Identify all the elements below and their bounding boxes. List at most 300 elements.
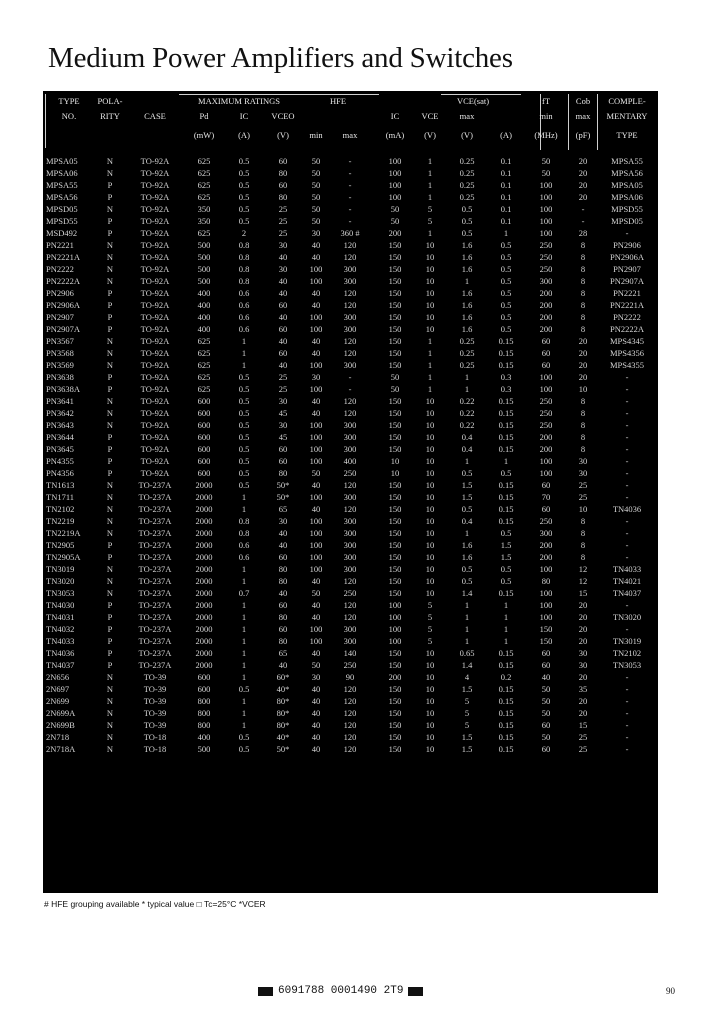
cell-type: 2N697 bbox=[46, 684, 70, 694]
cell-pd: 2000 bbox=[195, 588, 213, 598]
cell-comp: TN4036 bbox=[612, 504, 642, 514]
hdr-ft: fT bbox=[541, 96, 551, 106]
cell-hfe-ic: 150 bbox=[388, 552, 402, 562]
cell-ic: 1 bbox=[241, 720, 247, 730]
cell-polarity: N bbox=[106, 732, 114, 742]
cell-vceo: 40 bbox=[278, 312, 288, 322]
cell-hfe-ic: 150 bbox=[388, 432, 402, 442]
cell-ft: 100 bbox=[539, 180, 553, 190]
cell-case: TO-237A bbox=[138, 624, 172, 634]
cell-hfe-ic: 150 bbox=[388, 660, 402, 670]
cell-type: 2N699 bbox=[46, 696, 70, 706]
cell-hfe-max: 400 bbox=[343, 456, 357, 466]
cell-hfe-vce: 10 bbox=[425, 264, 435, 274]
cell-case: TO-237A bbox=[138, 516, 172, 526]
cell-vceo: 50* bbox=[276, 480, 290, 490]
cell-hfe-ic: 150 bbox=[388, 684, 402, 694]
cell-hfe-max: 250 bbox=[343, 468, 357, 478]
cell-case: TO-92A bbox=[140, 360, 170, 370]
table-row bbox=[43, 371, 658, 383]
cell-vceo: 80 bbox=[278, 636, 288, 646]
cell-vcesat-max: 1.5 bbox=[461, 492, 473, 502]
cell-vcesat-max: 0.25 bbox=[459, 348, 475, 358]
cell-pd: 500 bbox=[197, 264, 211, 274]
cell-hfe-vce: 1 bbox=[427, 228, 433, 238]
cell-hfe-ic: 150 bbox=[388, 564, 402, 574]
cell-comp: - bbox=[625, 684, 629, 694]
cell-hfe-ic: 150 bbox=[388, 720, 402, 730]
cell-vceo: 60 bbox=[278, 300, 288, 310]
cell-hfe-min: 40 bbox=[311, 504, 321, 514]
cell-type: TN4036 bbox=[46, 648, 75, 658]
cell-vcesat-a: 0.5 bbox=[500, 576, 512, 586]
cell-vceo: 30 bbox=[278, 240, 288, 250]
header-rule-left bbox=[45, 94, 46, 148]
cell-vcesat-a: 0.15 bbox=[498, 708, 514, 718]
cell-type: TN4037 bbox=[46, 660, 75, 670]
cell-type: TN1613 bbox=[46, 480, 75, 490]
cell-ic: 0.8 bbox=[238, 276, 250, 286]
cell-vcesat-a: 0.5 bbox=[500, 312, 512, 322]
cell-ic: 1 bbox=[241, 360, 247, 370]
cell-polarity: P bbox=[107, 624, 113, 634]
cell-comp: - bbox=[625, 732, 629, 742]
cell-hfe-ic: 150 bbox=[388, 360, 402, 370]
cell-vceo: 65 bbox=[278, 504, 288, 514]
cell-ic: 0.5 bbox=[238, 468, 250, 478]
cell-cob: 8 bbox=[580, 300, 586, 310]
cell-vcesat-max: 1 bbox=[464, 612, 470, 622]
cell-hfe-vce: 10 bbox=[425, 396, 435, 406]
cell-hfe-min: 100 bbox=[309, 636, 323, 646]
cell-cob: 25 bbox=[578, 744, 588, 754]
cell-type: MPSD55 bbox=[46, 216, 78, 226]
cell-vceo: 80 bbox=[278, 192, 288, 202]
cell-hfe-ic: 200 bbox=[388, 228, 402, 238]
cell-vceo: 40 bbox=[278, 660, 288, 670]
cell-vcesat-max: 4 bbox=[464, 672, 470, 682]
cell-comp: PN2222 bbox=[613, 312, 641, 322]
cell-vcesat-a: 0.15 bbox=[498, 696, 514, 706]
table-row bbox=[43, 191, 658, 203]
cell-case: TO-92A bbox=[140, 456, 170, 466]
cell-pd: 625 bbox=[197, 360, 211, 370]
cell-hfe-vce: 10 bbox=[425, 708, 435, 718]
cell-hfe-ic: 150 bbox=[388, 528, 402, 538]
table-row bbox=[43, 443, 658, 455]
hdr-hfe-max: max bbox=[342, 130, 358, 140]
cell-hfe-ic: 50 bbox=[390, 372, 400, 382]
table-row bbox=[43, 155, 658, 167]
cell-pd: 400 bbox=[197, 324, 211, 334]
cell-type: PN3642 bbox=[46, 408, 74, 418]
cell-comp: TN3020 bbox=[612, 612, 642, 622]
cell-hfe-max: 120 bbox=[343, 600, 357, 610]
cell-hfe-max: 120 bbox=[343, 252, 357, 262]
cell-ft: 200 bbox=[539, 552, 553, 562]
cell-pd: 2000 bbox=[195, 540, 213, 550]
cell-vceo: 80 bbox=[278, 612, 288, 622]
cell-vcesat-max: 1 bbox=[464, 456, 470, 466]
cell-vceo: 65 bbox=[278, 648, 288, 658]
cell-ic: 0.6 bbox=[238, 324, 250, 334]
cell-comp: TN2102 bbox=[612, 648, 642, 658]
cell-vcesat-a: 0.15 bbox=[498, 588, 514, 598]
table-row bbox=[43, 575, 658, 587]
row-group bbox=[43, 395, 658, 455]
cell-polarity: N bbox=[106, 480, 114, 490]
cell-ic: 0.6 bbox=[238, 288, 250, 298]
cell-comp: PN2906A bbox=[609, 252, 645, 262]
cell-type: TN3020 bbox=[46, 576, 75, 586]
cell-vcesat-max: 0.5 bbox=[461, 204, 473, 214]
cell-vcesat-max: 0.25 bbox=[459, 168, 475, 178]
cell-pd: 600 bbox=[197, 684, 211, 694]
cell-type: PN3567 bbox=[46, 336, 74, 346]
cell-ft: 60 bbox=[541, 336, 551, 346]
cell-vceo: 60 bbox=[278, 600, 288, 610]
cell-hfe-vce: 10 bbox=[425, 492, 435, 502]
cell-hfe-ic: 10 bbox=[390, 468, 400, 478]
cell-vcesat-a: 0.1 bbox=[500, 180, 512, 190]
cell-pd: 625 bbox=[197, 156, 211, 166]
cell-hfe-ic: 150 bbox=[388, 348, 402, 358]
cell-type: TN2102 bbox=[46, 504, 75, 514]
cell-ft: 250 bbox=[539, 516, 553, 526]
table-header bbox=[43, 91, 658, 151]
cell-ic: 0.8 bbox=[238, 516, 250, 526]
cell-vcesat-max: 0.25 bbox=[459, 360, 475, 370]
cell-cob: 12 bbox=[578, 576, 588, 586]
cell-vcesat-max: 1 bbox=[464, 276, 470, 286]
cell-vcesat-a: 1 bbox=[503, 636, 509, 646]
cell-ft: 60 bbox=[541, 348, 551, 358]
cell-hfe-max: 300 bbox=[343, 264, 357, 274]
cell-hfe-max: 250 bbox=[343, 660, 357, 670]
cell-comp: - bbox=[625, 372, 629, 382]
cell-vcesat-a: 0.15 bbox=[498, 720, 514, 730]
cell-pd: 500 bbox=[197, 240, 211, 250]
cell-hfe-ic: 100 bbox=[388, 612, 402, 622]
cell-ic: 1 bbox=[241, 600, 247, 610]
cell-vceo: 80 bbox=[278, 576, 288, 586]
cell-ic: 0.5 bbox=[238, 732, 250, 742]
cell-case: TO-92A bbox=[140, 216, 170, 226]
cell-hfe-vce: 1 bbox=[427, 348, 433, 358]
table-row bbox=[43, 551, 658, 563]
cell-ft: 300 bbox=[539, 528, 553, 538]
cell-ft: 50 bbox=[541, 684, 551, 694]
cell-cob: 20 bbox=[578, 636, 588, 646]
cell-hfe-vce: 10 bbox=[425, 720, 435, 730]
header-rule-ft bbox=[540, 94, 541, 150]
cell-cob: 20 bbox=[578, 156, 588, 166]
row-group bbox=[43, 155, 658, 215]
row-group bbox=[43, 215, 658, 275]
cell-case: TO-237A bbox=[138, 492, 172, 502]
cell-hfe-min: 40 bbox=[311, 720, 321, 730]
cell-comp: - bbox=[625, 408, 629, 418]
cell-hfe-ic: 150 bbox=[388, 504, 402, 514]
cell-hfe-ic: 150 bbox=[388, 252, 402, 262]
cell-hfe-min: 40 bbox=[311, 348, 321, 358]
cell-cob: 20 bbox=[578, 180, 588, 190]
hdr-comp-2: MENTARY bbox=[606, 111, 648, 121]
cell-vceo: 80 bbox=[278, 468, 288, 478]
table-row bbox=[43, 359, 658, 371]
cell-vcesat-a: 0.15 bbox=[498, 516, 514, 526]
cell-pd: 800 bbox=[197, 720, 211, 730]
cell-hfe-min: 30 bbox=[311, 672, 321, 682]
table-row bbox=[43, 383, 658, 395]
cell-hfe-ic: 150 bbox=[388, 588, 402, 598]
page-title: Medium Power Amplifiers and Switches bbox=[48, 42, 513, 74]
cell-cob: 30 bbox=[578, 648, 588, 658]
cell-comp: PN2907 bbox=[613, 264, 641, 274]
cell-vcesat-a: 1 bbox=[503, 456, 509, 466]
cell-ic: 0.5 bbox=[238, 432, 250, 442]
table-row bbox=[43, 203, 658, 215]
cell-hfe-min: 100 bbox=[309, 420, 323, 430]
footnote: # HFE grouping available * typical value □ Tc=25°C *VCER bbox=[44, 899, 266, 909]
cell-pd: 2000 bbox=[195, 648, 213, 658]
cell-hfe-ic: 150 bbox=[388, 396, 402, 406]
cell-polarity: P bbox=[107, 312, 113, 322]
cell-cob: 25 bbox=[578, 732, 588, 742]
cell-cob: 30 bbox=[578, 468, 588, 478]
table-row bbox=[43, 215, 658, 227]
table-row bbox=[43, 407, 658, 419]
cell-case: TO-92A bbox=[140, 300, 170, 310]
cell-hfe-max: - bbox=[348, 156, 352, 166]
cell-polarity: N bbox=[106, 420, 114, 430]
cell-type: PN2906 bbox=[46, 288, 74, 298]
cell-ft: 60 bbox=[541, 660, 551, 670]
cell-hfe-min: 40 bbox=[311, 288, 321, 298]
cell-type: MPSA05 bbox=[46, 156, 78, 166]
cell-hfe-min: 100 bbox=[309, 360, 323, 370]
cell-ic: 0.6 bbox=[238, 312, 250, 322]
table-row bbox=[43, 695, 658, 707]
cell-comp: MPS4356 bbox=[609, 348, 645, 358]
cell-cob: 30 bbox=[578, 456, 588, 466]
cell-hfe-min: 40 bbox=[311, 252, 321, 262]
cell-hfe-max: 300 bbox=[343, 624, 357, 634]
cell-comp: - bbox=[625, 456, 629, 466]
cell-hfe-ic: 150 bbox=[388, 408, 402, 418]
cell-pd: 500 bbox=[197, 252, 211, 262]
cell-polarity: N bbox=[106, 504, 114, 514]
cell-vcesat-max: 1 bbox=[464, 372, 470, 382]
cell-type: 2N718A bbox=[46, 744, 76, 754]
cell-case: TO-39 bbox=[143, 720, 167, 730]
cell-vcesat-max: 1.6 bbox=[461, 288, 473, 298]
cell-polarity: N bbox=[106, 204, 114, 214]
cell-vcesat-a: 0.5 bbox=[500, 276, 512, 286]
cell-type: PN2906A bbox=[46, 300, 81, 310]
cell-hfe-vce: 10 bbox=[425, 456, 435, 466]
cell-polarity: N bbox=[106, 564, 114, 574]
cell-vceo: 40 bbox=[278, 252, 288, 262]
cell-ft: 200 bbox=[539, 300, 553, 310]
cell-hfe-min: 50 bbox=[311, 660, 321, 670]
cell-vceo: 60 bbox=[278, 456, 288, 466]
cell-polarity: P bbox=[107, 192, 113, 202]
cell-vceo: 25 bbox=[278, 228, 288, 238]
cell-type: PN2221 bbox=[46, 240, 74, 250]
cell-vcesat-a: 0.1 bbox=[500, 216, 512, 226]
cell-ic: 2 bbox=[241, 228, 247, 238]
cell-type: PN3645 bbox=[46, 444, 74, 454]
cell-hfe-vce: 10 bbox=[425, 288, 435, 298]
cell-type: PN3569 bbox=[46, 360, 74, 370]
cell-hfe-vce: 10 bbox=[425, 672, 435, 682]
cell-type: PN2907 bbox=[46, 312, 74, 322]
cell-ic: 0.5 bbox=[238, 372, 250, 382]
cell-hfe-vce: 10 bbox=[425, 300, 435, 310]
cell-hfe-max: 300 bbox=[343, 444, 357, 454]
cell-ft: 200 bbox=[539, 288, 553, 298]
cell-case: TO-18 bbox=[143, 744, 167, 754]
cell-pd: 625 bbox=[197, 228, 211, 238]
cell-hfe-ic: 100 bbox=[388, 636, 402, 646]
hdr-pola: POLA- bbox=[97, 96, 123, 106]
cell-comp: PN2222A bbox=[609, 324, 645, 334]
cell-hfe-vce: 10 bbox=[425, 444, 435, 454]
cell-pd: 625 bbox=[197, 192, 211, 202]
cell-case: TO-237A bbox=[138, 660, 172, 670]
cell-cob: 8 bbox=[580, 444, 586, 454]
cell-vcesat-max: 0.65 bbox=[459, 648, 475, 658]
cell-hfe-max: 120 bbox=[343, 348, 357, 358]
cell-vcesat-a: 0.15 bbox=[498, 360, 514, 370]
cell-pd: 625 bbox=[197, 372, 211, 382]
cell-cob: 8 bbox=[580, 252, 586, 262]
table-row bbox=[43, 527, 658, 539]
cell-type: 2N699B bbox=[46, 720, 75, 730]
cell-hfe-min: 40 bbox=[311, 240, 321, 250]
cell-hfe-ic: 150 bbox=[388, 732, 402, 742]
cell-case: TO-237A bbox=[138, 636, 172, 646]
cell-ic: 0.5 bbox=[238, 420, 250, 430]
cell-pd: 600 bbox=[197, 420, 211, 430]
cell-cob: 8 bbox=[580, 324, 586, 334]
hdr-cob-unit: (pF) bbox=[575, 130, 591, 140]
cell-case: TO-92A bbox=[140, 192, 170, 202]
cell-hfe-max: 120 bbox=[343, 396, 357, 406]
cell-vcesat-max: 1 bbox=[464, 624, 470, 634]
cell-vceo: 80 bbox=[278, 168, 288, 178]
cell-comp: TN4021 bbox=[612, 576, 642, 586]
cell-hfe-max: 120 bbox=[343, 408, 357, 418]
cell-ic: 0.5 bbox=[238, 408, 250, 418]
cell-hfe-min: 100 bbox=[309, 492, 323, 502]
cell-ic: 1 bbox=[241, 576, 247, 586]
header-rule-ratings-left bbox=[179, 94, 299, 95]
cell-polarity: N bbox=[106, 528, 114, 538]
row-group bbox=[43, 335, 658, 395]
cell-comp: TN3019 bbox=[612, 636, 642, 646]
cell-comp: - bbox=[625, 600, 629, 610]
cell-hfe-vce: 10 bbox=[425, 528, 435, 538]
cell-hfe-vce: 10 bbox=[425, 588, 435, 598]
cell-vcesat-a: 0.5 bbox=[500, 240, 512, 250]
cell-comp: - bbox=[625, 540, 629, 550]
cell-hfe-max: - bbox=[348, 216, 352, 226]
cell-hfe-vce: 10 bbox=[425, 516, 435, 526]
cell-hfe-ic: 150 bbox=[388, 648, 402, 658]
cell-ft: 250 bbox=[539, 264, 553, 274]
cell-ic: 0.5 bbox=[238, 444, 250, 454]
cell-vcesat-a: 0.3 bbox=[500, 384, 512, 394]
cell-hfe-vce: 10 bbox=[425, 564, 435, 574]
cell-ft: 250 bbox=[539, 408, 553, 418]
cell-type: MPSA55 bbox=[46, 180, 78, 190]
cell-hfe-vce: 10 bbox=[425, 744, 435, 754]
cell-pd: 400 bbox=[197, 312, 211, 322]
cell-hfe-min: 50 bbox=[311, 204, 321, 214]
cell-comp: TN3053 bbox=[612, 660, 642, 670]
hdr-vceo: VCEO bbox=[271, 111, 295, 121]
cell-vcesat-a: 0.5 bbox=[500, 468, 512, 478]
cell-hfe-max: 90 bbox=[345, 672, 355, 682]
table-row bbox=[43, 563, 658, 575]
table-row bbox=[43, 179, 658, 191]
barcode-block-right bbox=[408, 987, 423, 996]
cell-case: TO-92A bbox=[140, 204, 170, 214]
cell-case: TO-237A bbox=[138, 648, 172, 658]
cell-ft: 200 bbox=[539, 312, 553, 322]
cell-polarity: N bbox=[106, 168, 114, 178]
cell-polarity: N bbox=[106, 276, 114, 286]
cell-hfe-min: 50 bbox=[311, 468, 321, 478]
cell-case: TO-92A bbox=[140, 336, 170, 346]
cell-comp: - bbox=[625, 528, 629, 538]
cell-hfe-ic: 150 bbox=[388, 744, 402, 754]
cell-cob: 8 bbox=[580, 264, 586, 274]
cell-comp: - bbox=[625, 552, 629, 562]
cell-ft: 100 bbox=[539, 216, 553, 226]
table-row bbox=[43, 347, 658, 359]
table-row bbox=[43, 611, 658, 623]
table-row bbox=[43, 479, 658, 491]
cell-case: TO-18 bbox=[143, 732, 167, 742]
header-rule-cob bbox=[568, 94, 569, 150]
cell-polarity: P bbox=[107, 324, 113, 334]
cell-pd: 2000 bbox=[195, 528, 213, 538]
cell-cob: 20 bbox=[578, 192, 588, 202]
cell-polarity: N bbox=[106, 708, 114, 718]
cell-vcesat-a: 0.15 bbox=[498, 396, 514, 406]
cell-vcesat-max: 0.5 bbox=[461, 228, 473, 238]
cell-case: TO-92A bbox=[140, 252, 170, 262]
cell-vceo: 30 bbox=[278, 264, 288, 274]
cell-cob: 30 bbox=[578, 660, 588, 670]
cell-pd: 400 bbox=[197, 300, 211, 310]
hdr-comp-1: COMPLE- bbox=[608, 96, 646, 106]
cell-comp: TN4033 bbox=[612, 564, 642, 574]
table-row bbox=[43, 515, 658, 527]
cell-hfe-vce: 10 bbox=[425, 324, 435, 334]
cell-vcesat-max: 0.4 bbox=[461, 444, 473, 454]
cell-case: TO-237A bbox=[138, 504, 172, 514]
cell-hfe-vce: 10 bbox=[425, 408, 435, 418]
cell-vceo: 30 bbox=[278, 420, 288, 430]
cell-vcesat-a: 0.5 bbox=[500, 252, 512, 262]
cell-cob: 20 bbox=[578, 612, 588, 622]
cell-ic: 0.5 bbox=[238, 744, 250, 754]
cell-vcesat-max: 1 bbox=[464, 528, 470, 538]
